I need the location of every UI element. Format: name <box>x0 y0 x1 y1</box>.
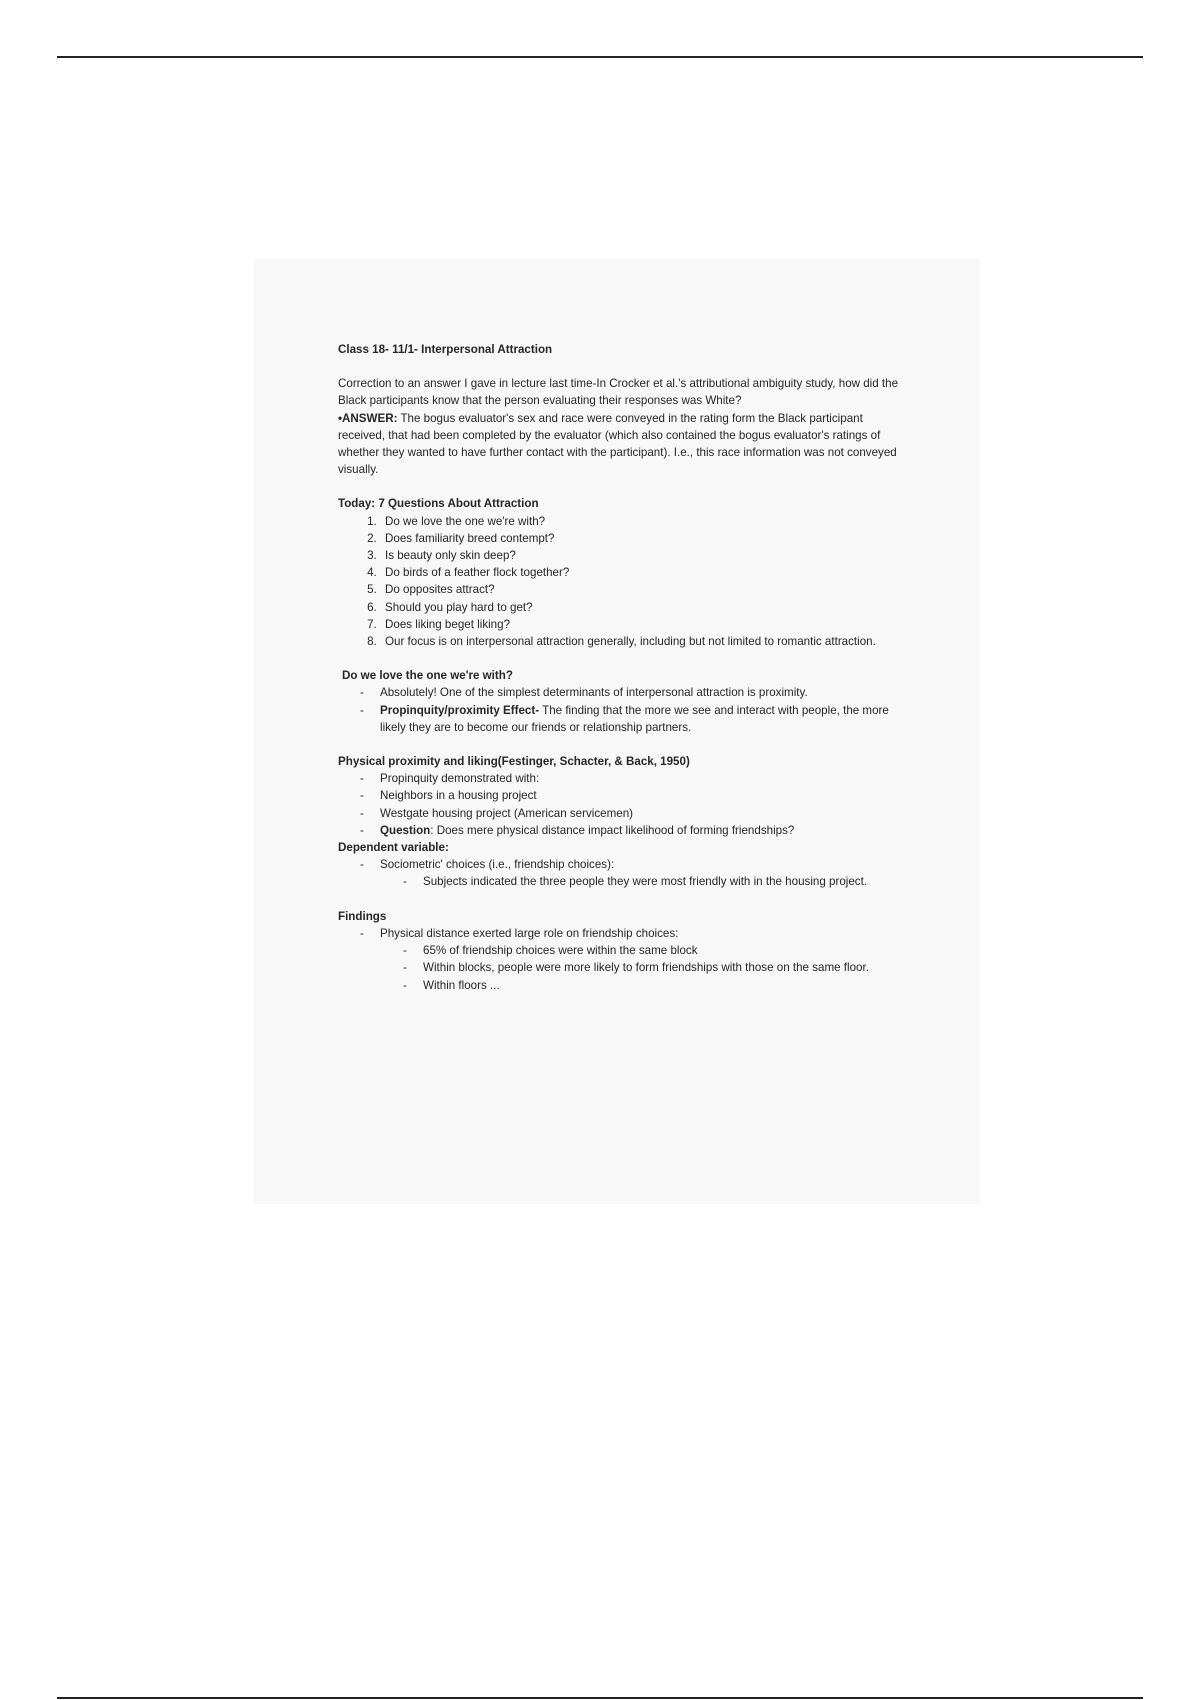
findings-item: Physical distance exerted large role on friendship choices: <box>380 926 679 940</box>
findings-sublist <box>380 942 908 994</box>
dependent-item: Sociometric' choices (i.e., friendship choices): <box>380 858 615 872</box>
findings-list <box>338 925 908 994</box>
list-item: - Neighbors in a housing project <box>380 787 908 804</box>
list-item: 2. Does familiarity breed contempt? <box>380 530 908 547</box>
propinquity-text: The finding that the more we see and interact with people, the more likely they are to become our friends or relationship partners. <box>380 703 889 734</box>
list-item <box>380 822 908 839</box>
question-text: : Does mere physical distance impact likelihood of forming friendships? <box>430 823 795 837</box>
questions-list <box>338 513 908 651</box>
list-item: 6. Should you play hard to get? <box>380 599 908 616</box>
propinquity-label: Propinquity/proximity Effect- <box>380 703 540 717</box>
list-item: 1. Do we love the one we're with? <box>380 513 908 530</box>
list-item: - Within blocks, people were more likely to form friendships with those on the same floor. <box>423 959 908 976</box>
list-item <box>380 702 908 736</box>
dependent-sublist <box>380 873 908 890</box>
dependent-heading: Dependent variable: <box>338 841 449 855</box>
answer-text: The bogus evaluator's sex and race were conveyed in the rating form the Black participant received, that had been completed by the evaluator (which also contained the bogus evaluator's ratings of whether they wanted to have further contact with the participant). I.e., this race information was not conveyed visually. <box>338 411 897 477</box>
correction-answer <box>338 410 908 479</box>
dependent-list <box>338 856 908 890</box>
love-list <box>338 684 908 736</box>
list-item: - Within floors ... <box>423 977 908 994</box>
list-item: - Propinquity demonstrated with: <box>380 770 908 787</box>
physical-heading: Physical proximity and liking(Festinger, Schacter, & Back, 1950) <box>338 755 690 769</box>
list-item: - Subjects indicated the three people they were most friendly with in the housing project. <box>423 873 908 890</box>
list-item: - Absolutely! One of the simplest determinants of interpersonal attraction is proximity. <box>380 684 908 701</box>
answer-label: •ANSWER: <box>338 411 398 425</box>
list-item: 8. Our focus is on interpersonal attraction generally, including but not limited to romantic attraction. <box>380 633 908 650</box>
top-divider <box>57 56 1143 58</box>
physical-list <box>338 770 908 839</box>
list-item <box>380 856 908 890</box>
correction-question: Correction to an answer I gave in lecture last time-In Crocker et al.'s attributional ambiguity study, how did the Black participants know that the person evaluating their responses was White? <box>338 377 899 408</box>
list-item: 5. Do opposites attract? <box>380 581 908 598</box>
list-item: - Westgate housing project (American servicemen) <box>380 805 908 822</box>
love-heading: Do we love the one we're with? <box>342 669 513 683</box>
today-heading: Today: 7 Questions About Attraction <box>338 497 539 511</box>
document-title: Class 18- 11/1- Interpersonal Attraction <box>338 343 553 356</box>
list-item <box>380 925 908 994</box>
list-item: 4. Do birds of a feather flock together? <box>380 564 908 581</box>
list-item: - 65% of friendship choices were within the same block <box>423 942 908 959</box>
list-item: 7. Does liking beget liking? <box>380 616 908 633</box>
question-label: Question <box>380 823 431 837</box>
document-body <box>338 341 908 994</box>
list-item: 3. Is beauty only skin deep? <box>380 547 908 564</box>
bottom-divider <box>57 1697 1143 1699</box>
findings-heading: Findings <box>338 909 387 923</box>
